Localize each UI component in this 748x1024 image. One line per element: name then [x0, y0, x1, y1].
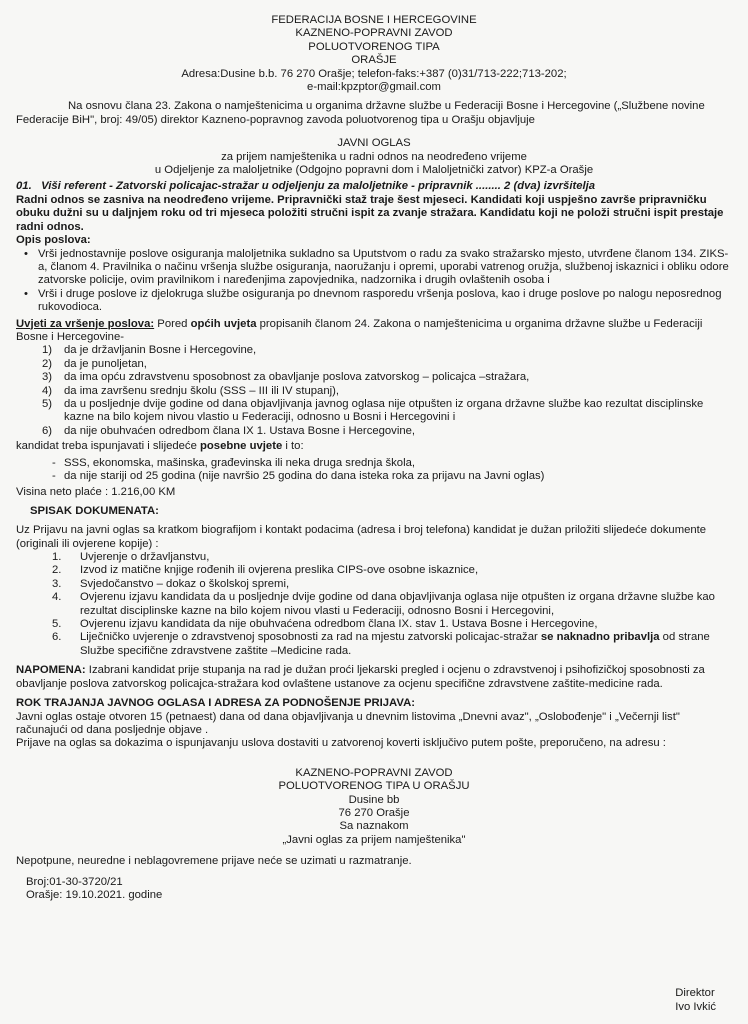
- letterhead-institution: KAZNENO-POPRAVNI ZAVOD: [295, 27, 453, 40]
- letterhead-city: ORAŠJE: [351, 54, 397, 67]
- item-number: 2): [42, 357, 53, 370]
- list-item: [42, 371, 732, 384]
- address-line: KAZNENO-POPRAVNI ZAVOD: [295, 766, 453, 779]
- item-text: Ovjerenu izjavu kandidata da nije obuhvaćena odredbom člana IX. stav 1. Ustava Bosne i Hercegovine,: [80, 618, 598, 631]
- notice-subtitle-1: za prijem namještenika u radni odnos na neodređeno vrijeme: [221, 150, 527, 163]
- item6-bold: se naknadno pribavlja: [540, 631, 660, 644]
- list-item: - da nije stariji od 25 godina (nije navršio 25 godina do dana isteka roka za prijavu na Javni oglas): [64, 470, 732, 483]
- item-number: 3): [42, 371, 53, 384]
- incomplete-applications-note: Nepotpune, neuredne i neblagovremene prijave neće se uzimati u razmatranje.: [16, 855, 412, 868]
- documents-title: SPISAK DOKUMENATA:: [30, 504, 159, 517]
- special-conditions-list: [16, 457, 732, 484]
- list-item: • Vrši jednostavnije poslove osiguranja maloljetnika sukladno sa Uputstvom o radu za svako stražarsko mjesto, utvrđene članom 134. ZIKS-a, članom 4. Pravilnika o načinu vršenja službe osiguranja, naoružanju i opremi, uporabi vatrenog oružja, službenoj iskaznici i obliku odore zatvorske policije, ovim pravilnikom i naređenjima zapovjednika, nadzornika i drugih ovlaštenih osoba i: [38, 248, 732, 288]
- address-line: „Javni oglas za prijem namještenika": [282, 833, 466, 846]
- notice-subtitle-2: u Odjeljenje za maloljetnike (Odgojno popravni dom i Maloljetnički zatvor) KPZ-a Orašje: [154, 164, 594, 177]
- address-line: 76 270 Orašje: [338, 806, 410, 819]
- deadline-title-text: ROK TRAJANJA JAVNOG OGLASA I ADRESA ZA PODNOŠENJE PRIJAVA: [16, 697, 412, 710]
- special-conditions-intro: [16, 440, 732, 453]
- item-text: da je punoljetan,: [64, 357, 147, 370]
- letterhead-address: Adresa:Dusine b.b. 76 270 Orašje; telefon-faks:+387 (0)31/713-222;713-202;: [181, 67, 567, 80]
- deadline-title: [16, 697, 732, 710]
- item-text: Uvjerenje o državljanstvu,: [80, 551, 210, 564]
- list-item: [42, 344, 732, 357]
- list-item: [42, 398, 732, 425]
- signature-role: Direktor: [675, 987, 715, 1000]
- list-item: [52, 618, 732, 631]
- note-text: Izabrani kandidat prije stupanja na rad je dužan proći ljekarski pregled i ocjenu o zdravstvenoj i psihofizičkoj sposobnosti za obavljanje poslova zatvorskog policajca-stražara kod ovlaštene ustanove za ocjenu specifične zdravstvene zaštite-medicine rada.: [16, 664, 705, 690]
- conditions-label: Uvjeti za vršenje poslova:: [16, 317, 155, 330]
- item-text: da ima završenu srednju školu (SSS – III ili IV stupanj),: [64, 384, 340, 397]
- item-number: 4.: [52, 591, 62, 604]
- letterhead: [16, 14, 732, 94]
- submission-paragraph: Prijave na oglas sa dokazima o ispunjavanju uslova dostaviti u zatvorenoj koverti isključivo putem pošte, preporučeno, na adresu :: [16, 737, 666, 750]
- item-number: 3.: [52, 577, 62, 590]
- item-number: 5): [42, 397, 53, 410]
- list-item: [52, 578, 732, 591]
- special-conditions-tail: i to:: [282, 440, 304, 453]
- list-item: [42, 358, 732, 371]
- notice-title: JAVNI OGLAS: [337, 137, 411, 150]
- special-conditions-bold: posebne uvjete: [200, 440, 283, 453]
- address-line: Sa naznakom: [339, 820, 409, 833]
- item-number: 5.: [52, 618, 62, 631]
- list-item: • Vrši i druge poslove iz djelokruga službe osiguranja po dnevnom rasporedu vršenja poslova, kao i druge poslove po nalogu neposrednog rukovodioca.: [38, 288, 732, 315]
- documents-list: [16, 551, 732, 658]
- item-text: da nije obuhvaćen odredbom člana IX 1. Ustava Bosne i Hercegovine,: [64, 424, 416, 437]
- list-item: - SSS, ekonomska, mašinska, građevinska ili neka druga srednja škola,: [64, 457, 732, 470]
- item-text: Izvod iz matične knjige rođenih ili ovjerena preslika CIPS-ove osobne iskaznice,: [80, 564, 479, 577]
- submission-address: [16, 767, 732, 847]
- list-item: [42, 385, 732, 398]
- conditions-text: Pored: [154, 317, 191, 330]
- item-number: 6): [42, 424, 53, 437]
- conditions-paragraph: [16, 318, 732, 345]
- position-number: 01.: [16, 180, 32, 193]
- general-conditions-list: [16, 344, 732, 438]
- list-item: [52, 631, 732, 658]
- item-text: da u posljednje dvije godine od dana objavljivanja javnog oglasa nije otpušten iz organa državne službe kao rezultat disciplinske kazne na bilo kojem nivou vlastio u Federaciji, odnosno u Bosni i Hercegovini i: [64, 397, 704, 424]
- item-number: 6.: [52, 631, 62, 644]
- deadline-paragraph: Javni oglas ostaje otvoren 15 (petnaest) dana od dana objavljivanja u dnevnim listovima „Dnevni avaz", „Oslobođenje" i „Večernji list" računajući od dana posljednje objave .: [16, 710, 680, 736]
- item-number: 1.: [52, 551, 62, 564]
- deadline-title-colon: :: [411, 697, 415, 710]
- item-text: Svjedočanstvo – dokaz o školskoj spremi,: [80, 577, 290, 590]
- signature-block: [675, 987, 716, 1014]
- item6-tail: od strane Službe specifične zdravstvene zaštite –Medicine rada.: [80, 631, 710, 657]
- item-number: 4): [42, 384, 53, 397]
- documents-intro: Uz Prijavu na javni oglas sa kratkom biografijom i kontakt podacima (adresa i broj telefona) kandidat je dužan priložiti slijedeće dokumente (originali ili ovjerene kopije) :: [16, 524, 707, 550]
- item-number: 1): [42, 344, 53, 357]
- address-line: Dusine bb: [348, 793, 400, 806]
- note-paragraph: [16, 664, 732, 691]
- list-item: [42, 425, 732, 438]
- job-description-label: Opis poslova:: [16, 234, 91, 247]
- item-text: da ima opću zdravstvenu sposobnost za obavljanje poslova zatvorskog – policajca –stražara,: [64, 371, 530, 384]
- note-label: NAPOMENA:: [16, 664, 86, 677]
- general-conditions: općih uvjeta: [190, 317, 257, 330]
- list-item: [52, 551, 732, 564]
- conditions-text-rest: propisanih članom 24. Zakona o namještenicima u organima državne službe u Federaciji Bosne i Hercegovine-: [16, 317, 703, 343]
- reference-number: Broj:01-30-3720/21: [26, 875, 123, 888]
- list-item: [52, 591, 732, 618]
- position-name: Viši referent - Zatvorski policajac-stražar u odjeljenju za maloljetnike - pripravnik ........ 2 (dva) izvršitelja: [41, 180, 596, 193]
- letterhead-type: POLUOTVORENOG TIPA: [308, 40, 440, 53]
- item6-text: Liječničko uvjerenje o zdravstvenoj sposobnosti za rad na mjestu zatvorski policajac-stražar: [80, 631, 541, 644]
- letterhead-email: e-mail:kpzptor@gmail.com: [307, 81, 441, 94]
- item-number: 2.: [52, 564, 62, 577]
- list-item: [52, 564, 732, 577]
- job-description-list: [16, 248, 732, 315]
- signature-name: Ivo Ivkić: [675, 1000, 716, 1013]
- special-conditions-text: kandidat treba ispunjavati i slijedeće: [16, 440, 200, 453]
- net-salary: Visina neto plaće : 1.216,00 KM: [16, 486, 176, 499]
- item-text: Ovjerenu izjavu kandidata da u posljednje dvije godine od dana objavljivanja oglasa nije otpušten iz organa državne službe kao rezultat disciplinske kazne na bilo kojem nivou vlasti u Federaciji, odnosno Bosni i Hercegovini,: [80, 591, 715, 617]
- address-line: POLUOTVORENOG TIPA U ORAŠJU: [278, 780, 470, 793]
- intro-paragraph: Na osnovu člana 23. Zakona o namještenicima u organima državne službe u Federaciji Bosne i Hercegovine („Službene novine Federacije BiH", broj: 49/05) direktor Kazneno-popravnog zavoda poluotvorenog tipa u Orašju objavljuje: [16, 100, 705, 126]
- item-text: da je državljanin Bosne i Hercegovine,: [64, 344, 257, 357]
- place-date: Orašje: 19.10.2021. godine: [26, 888, 163, 901]
- employment-note: Radni odnos se zasniva na neodređeno vrijeme. Pripravnički staž traje šest mjeseci. Kandidati koji uspješno završe pripravničku obuku dužni su u daljnjem roku od tri mjeseca položiti stručni ispit za zvanje stražara. Kandidatu koji ne položi stručni ispit prestaje radni odnos.: [16, 193, 724, 233]
- letterhead-federation: FEDERACIJA BOSNE I HERCEGOVINE: [271, 14, 477, 26]
- item-text: [80, 631, 732, 658]
- position-title: [16, 180, 732, 193]
- notice-title-block: [16, 137, 732, 177]
